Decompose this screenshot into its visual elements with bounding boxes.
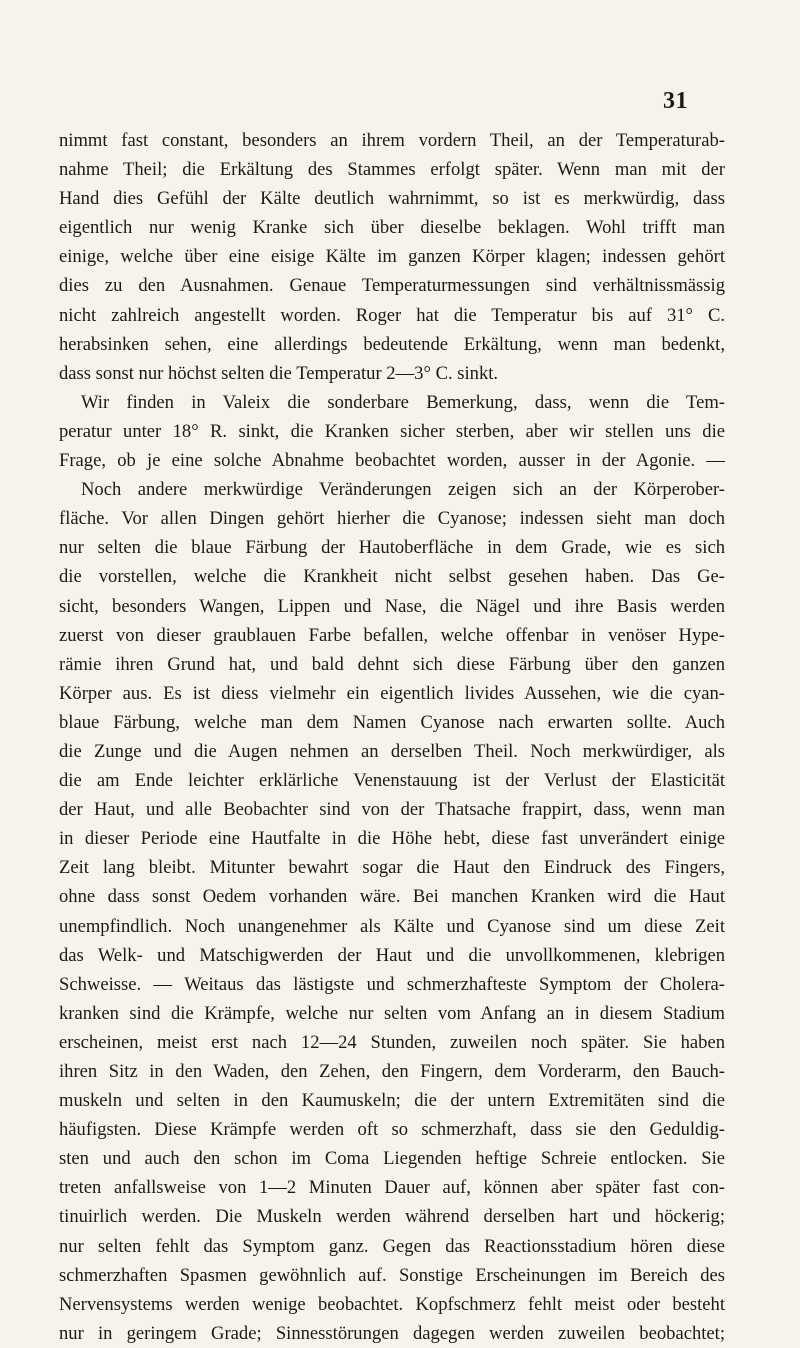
- text-line: herabsinken sehen, eine allerdings bedeutende Erkältung, wenn man bedenkt,: [59, 333, 725, 355]
- text-line: Wir finden in Valeix die sonderbare Bemerkung, dass, wenn die Tem-: [81, 391, 725, 413]
- text-line: das Welk- und Matschigwerden der Haut und die unvollkommenen, klebrigen: [59, 944, 725, 966]
- body-text: [59, 126, 725, 1348]
- text-line: tinuirlich werden. Die Muskeln werden während derselben hart und höckerig;: [59, 1206, 725, 1228]
- text-line: häufigsten. Diese Krämpfe werden oft so schmerzhaft, dass sie den Geduldig-: [59, 1119, 725, 1141]
- text-line: einige, welche über eine eisige Kälte im ganzen Körper klagen; indessen gehört: [59, 246, 725, 268]
- text-line: sicht, besonders Wangen, Lippen und Nase, die Nägel und ihre Basis werden: [59, 595, 725, 617]
- text-line: schmerzhaften Spasmen gewöhnlich auf. Sonstige Erscheinungen im Bereich des: [59, 1264, 725, 1286]
- text-line: kranken sind die Krämpfe, welche nur selten vom Anfang an in diesem Stadium: [59, 1002, 725, 1024]
- text-line: Nervensystems werden wenige beobachtet. Kopfschmerz fehlt meist oder besteht: [59, 1293, 725, 1315]
- text-line: die am Ende leichter erklärliche Venenstauung ist der Verlust der Elasticität: [59, 770, 725, 792]
- text-line: treten anfallsweise von 1—2 Minuten Dauer auf, können aber später fast con-: [59, 1177, 725, 1199]
- text-line: peratur unter 18° R. sinkt, die Kranken sicher sterben, aber wir stellen uns die: [59, 420, 725, 442]
- text-line: nur selten fehlt das Symptom ganz. Gegen das Reactionsstadium hören diese: [59, 1235, 725, 1257]
- text-line: blaue Färbung, welche man dem Namen Cyanose nach erwarten sollte. Auch: [59, 711, 725, 733]
- text-line: Hand dies Gefühl der Kälte deutlich wahrnimmt, so ist es merkwürdig, dass: [59, 188, 725, 210]
- text-line: ihren Sitz in den Waden, den Zehen, den Fingern, dem Vorderarm, den Bauch-: [59, 1061, 725, 1082]
- text-line: muskeln und selten in den Kaumuskeln; die der untern Extremitäten sind die: [59, 1090, 725, 1112]
- text-line: dies zu den Ausnahmen. Genaue Temperaturmessungen sind verhältnissmässig: [59, 275, 725, 297]
- page-number: 31: [663, 88, 688, 114]
- text-line: Noch andere merkwürdige Veränderungen zeigen sich an der Körperober-: [81, 479, 725, 501]
- text-line: nahme Theil; die Erkältung des Stammes erfolgt später. Wenn man mit der: [59, 159, 725, 181]
- text-line: Frage, ob je eine solche Abnahme beobachtet worden, ausser in der Agonie. —: [59, 450, 725, 472]
- text-line: sten und auch den schon im Coma Liegenden heftige Schreie entlocken. Sie: [59, 1148, 725, 1170]
- text-line: nimmt fast constant, besonders an ihrem vordern Theil, an der Temperaturab-: [59, 130, 725, 151]
- text-line: in dieser Periode eine Hautfalte in die Höhe hebt, diese fast unverändert einige: [59, 828, 725, 850]
- text-line: dass sonst nur höchst selten die Temperatur 2—3° C. sinkt.: [59, 362, 499, 384]
- text-line: ohne dass sonst Oedem vorhanden wäre. Bei manchen Kranken wird die Haut: [59, 886, 725, 908]
- text-line: die vorstellen, welche die Krankheit nicht selbst gesehen haben. Das Ge-: [59, 566, 725, 588]
- text-line: die Zunge und die Augen nehmen an derselben Theil. Noch merkwürdiger, als: [59, 740, 725, 762]
- text-line: unempfindlich. Noch unangenehmer als Kälte und Cyanose sind um diese Zeit: [59, 915, 725, 937]
- text-line: Körper aus. Es ist diess vielmehr ein eigentlich livides Aussehen, wie die cyan-: [59, 682, 725, 704]
- text-line: zuerst von dieser graublauen Farbe befallen, welche offenbar in venöser Hype-: [59, 624, 725, 646]
- text-line: Zeit lang bleibt. Mitunter bewahrt sogar die Haut den Eindruck des Fingers,: [59, 857, 725, 879]
- text-line: rämie ihren Grund hat, und bald dehnt sich diese Färbung über den ganzen: [59, 653, 725, 675]
- text-line: nur selten die blaue Färbung der Hautoberfläche in dem Grade, wie es sich: [59, 537, 725, 559]
- text-line: erscheinen, meist erst nach 12—24 Stunden, zuweilen noch später. Sie haben: [59, 1031, 725, 1053]
- text-line: fläche. Vor allen Dingen gehört hierher die Cyanose; indessen sieht man doch: [59, 508, 725, 530]
- text-line: nicht zahlreich angestellt worden. Roger hat die Temperatur bis auf 31° C.: [59, 304, 725, 326]
- text-line: nur in geringem Grade; Sinnesstörungen dagegen werden zuweilen beobachtet;: [59, 1322, 725, 1344]
- text-line: eigentlich nur wenig Kranke sich über dieselbe beklagen. Wohl trifft man: [59, 217, 725, 239]
- text-line: Schweisse. — Weitaus das lästigste und schmerzhafteste Symptom der Cholera-: [59, 973, 725, 995]
- text-line: der Haut, und alle Beobachter sind von der Thatsache frappirt, dass, wenn man: [59, 799, 725, 821]
